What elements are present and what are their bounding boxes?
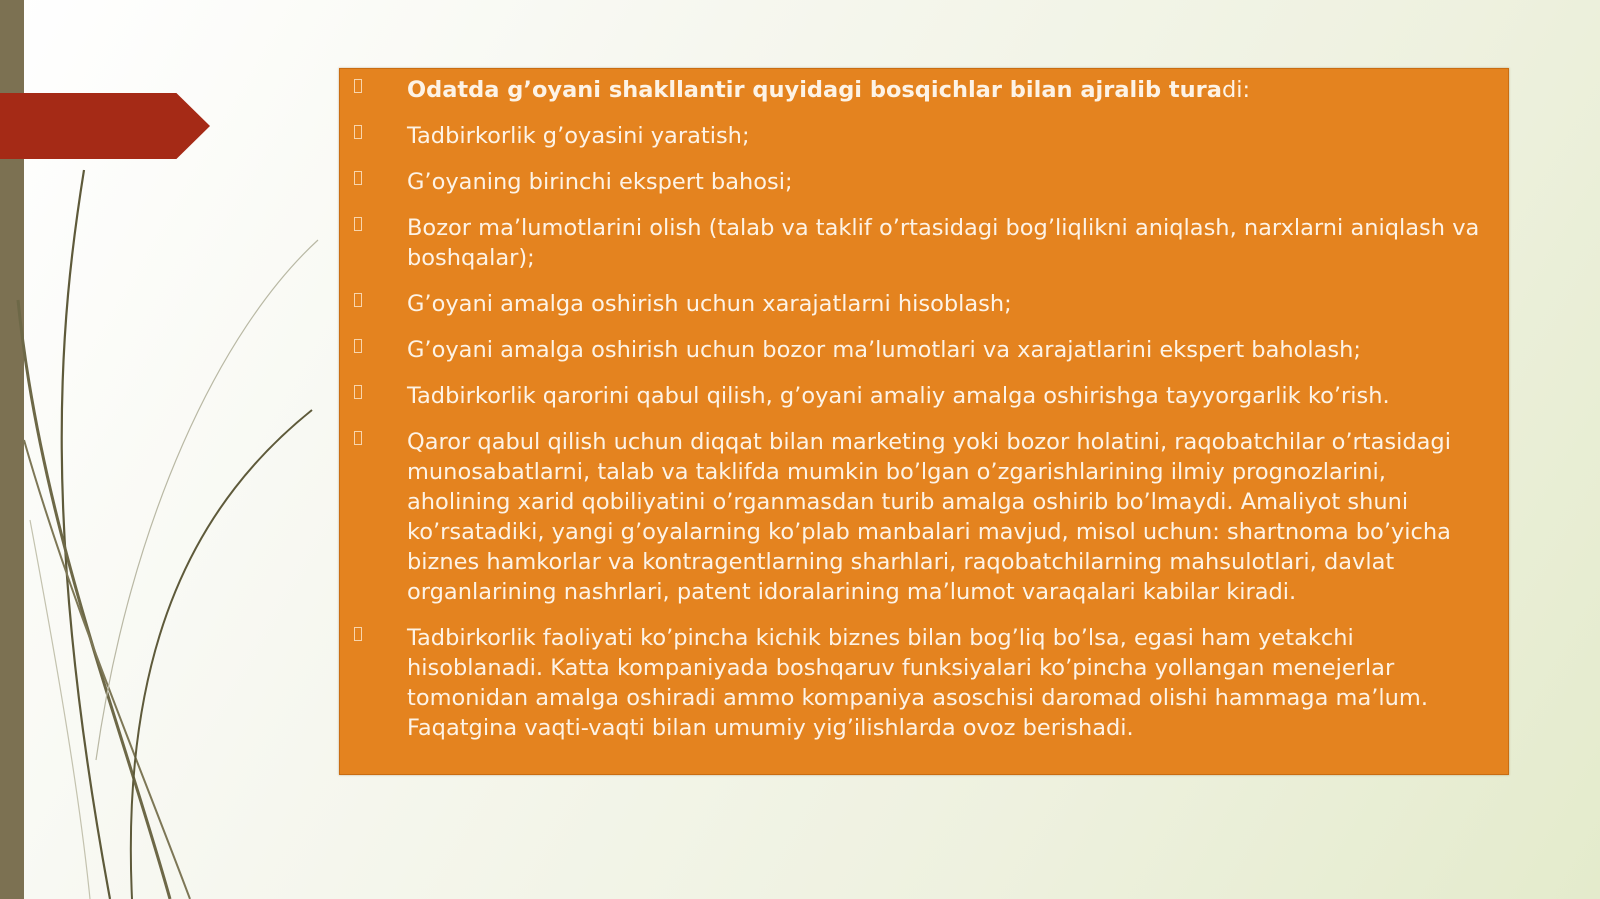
list-item: G’oyani amalga oshirish uchun xarajatlarni hisoblash;: [350, 289, 1484, 319]
list-item: Qaror qabul qilish uchun diqqat bilan marketing yoki bozor holatini, raqobatchilar o’rtasidagi munosabatlarni, talab va taklifda mumkin bo’lgan o’zgarishlarining ilmiy prognozlarini, aholining xarid qobiliyatini o’rganmasdan turib amalga oshirib bo’lmaydi. Amaliyot shuni ko’rsatadiki, yangi g’oyalarning ko’plab manbalari mavjud, misol uchun: shartnoma bo’yicha biznes hamkorlar va kontragentlarning sharhlari, raqobatchilarning mahsulotlari, davlat organlarining nashrlari, patent idoralarining ma’lumot varaqalari kabilar kiradi.: [350, 427, 1484, 607]
bullet-icon: [354, 339, 362, 353]
bullet-icon: [354, 385, 362, 399]
list-item: G’oyani amalga oshirish uchun bozor ma’lumotlari va xarajatlarini ekspert baholash;: [350, 335, 1484, 365]
list-item: Tadbirkorlik g’oyasini yaratish;: [350, 121, 1484, 151]
list-item: G’oyaning birinchi ekspert bahosi;: [350, 167, 1484, 197]
list-item: Odatda g’oyani shakllantir quyidagi bosqichlar bilan ajralib turadi:: [350, 75, 1484, 105]
list-item: Tadbirkorlik faoliyati ko’pincha kichik biznes bilan bog’liq bo’lsa, egasi ham yetakchi hisoblanadi. Katta kompaniyada boshqaruv funksiyalari ko’pincha yollangan menejerlar tomonidan amalga oshiradi ammo kompaniya asoschisi daromad olishi hammaga ma’lum. Faqatgina vaqti-vaqti bilan umumiy yig’ilishlarda ovoz berishadi.: [350, 623, 1484, 743]
bullet-icon: [354, 125, 362, 139]
bullet-icon: [354, 217, 362, 231]
bullet-icon: [354, 431, 362, 445]
list-item: Bozor ma’lumotlarini olish (talab va taklif o’rtasidagi bog’liqlikni aniqlash, narxlarni aniqlash va boshqalar);: [350, 213, 1484, 273]
list-item: Tadbirkorlik qarorini qabul qilish, g’oyani amaliy amalga oshirishga tayyorgarlik ko’rish.: [350, 381, 1484, 411]
bullet-icon: [354, 79, 362, 93]
bullet-icon: [354, 171, 362, 185]
red-arrow-banner: [0, 93, 210, 159]
bullet-icon: [354, 627, 362, 641]
bullet-list: [350, 75, 1484, 743]
content-box: [339, 68, 1509, 775]
bullet-icon: [354, 293, 362, 307]
